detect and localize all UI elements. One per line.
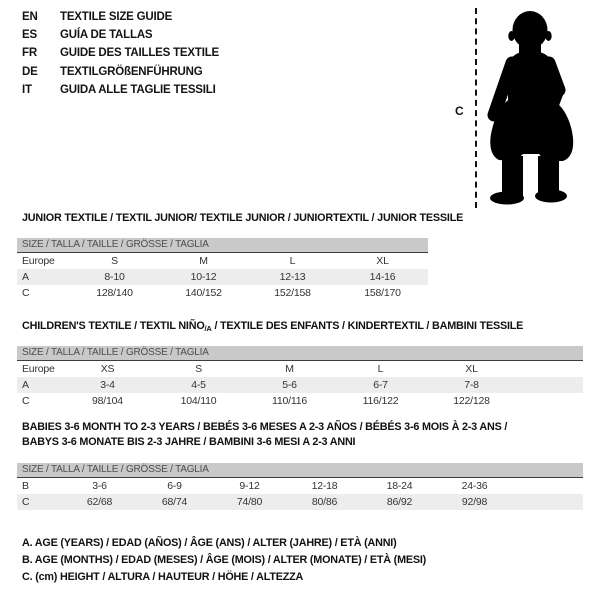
filler-cell	[517, 377, 583, 393]
filler-cell	[512, 494, 583, 510]
language-row	[22, 81, 219, 99]
table-cell: 24-36	[461, 480, 488, 492]
height-dashed-line	[475, 8, 477, 208]
height-label-c: C	[455, 104, 464, 118]
table-cell: L	[289, 255, 296, 267]
row-label: A	[22, 271, 29, 283]
table-cell: 14-16	[369, 271, 396, 283]
language-row	[22, 26, 219, 44]
babies-section-title	[22, 420, 507, 450]
table-row	[17, 377, 583, 393]
table-cell: 5-6	[282, 379, 297, 391]
language-row	[22, 44, 219, 62]
filler-cell	[517, 393, 583, 409]
table-cell: 92/98	[461, 496, 488, 508]
table-cell: 104/110	[180, 395, 217, 407]
language-row	[22, 63, 219, 81]
table-cell: 18-24	[386, 480, 413, 492]
row-label: Europe	[22, 363, 55, 375]
children-section-title	[22, 320, 523, 333]
table-cell: 10-12	[190, 271, 217, 283]
table-cell: 98/104	[92, 395, 123, 407]
table-cell: 7-8	[464, 379, 479, 391]
table-cell: 12-18	[311, 480, 338, 492]
filler-cell	[517, 361, 583, 377]
table-row	[17, 253, 428, 269]
baby-silhouette-icon	[486, 8, 592, 207]
row-label: C	[22, 287, 30, 299]
table-cell: 140/152	[185, 287, 222, 299]
language-title: GUIDA ALLE TAGLIE TESSILI	[60, 83, 216, 96]
language-title: GUÍA DE TALLAS	[60, 29, 153, 42]
row-label: C	[22, 496, 30, 508]
table-cell: 158/170	[364, 287, 401, 299]
table-cell: 80/86	[311, 496, 338, 508]
language-code: DE	[22, 65, 38, 78]
table-row	[17, 478, 583, 494]
table-cell: XS	[100, 363, 115, 375]
note-age-years: A. AGE (YEARS) / EDAD (AÑOS) / ÂGE (ANS) / ALTER (JAHRE) / ETÀ (ANNI)	[22, 537, 397, 549]
table-cell: L	[377, 363, 384, 375]
language-title: GUIDE DES TAILLES TEXTILE	[60, 47, 219, 60]
children-title-subscript: /A	[204, 324, 212, 333]
table-cell: S	[195, 363, 202, 375]
note-age-months: B. AGE (MONTHS) / EDAD (MESES) / ÂGE (MOIS) / ALTER (MONATE) / ETÀ (MESI)	[22, 554, 427, 566]
table-cell: S	[111, 255, 118, 267]
table-cell: M	[285, 363, 294, 375]
babies-title-line1: BABIES 3-6 MONTH TO 2-3 YEARS / BEBÉS 3-6 MESES A 2-3 AÑOS / BÉBÉS 3-6 MOIS À 2-3 ANS /	[22, 421, 508, 433]
row-label: A	[22, 379, 29, 391]
language-title: TEXTILGRÖßENFÜHRUNG	[60, 65, 203, 78]
table-cell: 122/128	[453, 395, 490, 407]
language-code: IT	[22, 83, 32, 96]
language-code: FR	[22, 47, 37, 60]
language-title-list	[22, 8, 219, 99]
table-row	[17, 361, 583, 377]
legend-notes	[22, 535, 426, 586]
babies-title-line2: BABYS 3-6 MONATE BIS 2-3 JAHRE / BAMBINI 3-6 MESI A 2-3 ANNI	[22, 436, 356, 448]
junior-section-title: JUNIOR TEXTILE / TEXTIL JUNIOR/ TEXTILE JUNIOR / JUNIORTEXTIL / JUNIOR TESSILE	[22, 212, 464, 224]
table-cell: 62/68	[86, 496, 113, 508]
table-cell: 6-9	[167, 480, 182, 492]
children-title-post: / TEXTILE DES ENFANTS / KINDERTEXTIL / BAMBINI TESSILE	[211, 320, 524, 332]
language-code: EN	[22, 11, 38, 23]
children-title-pre: CHILDREN'S TEXTILE / TEXTIL NIÑO	[22, 320, 205, 332]
table-cell: 110/116	[272, 395, 307, 407]
table-cell: XL	[376, 255, 389, 267]
babies-table	[17, 463, 583, 510]
table-cell: 9-12	[239, 480, 260, 492]
table-cell: 74/80	[236, 496, 263, 508]
language-title: TEXTILE SIZE GUIDE	[60, 11, 173, 23]
table-cell: 116/122	[362, 395, 399, 407]
table-cell: 4-5	[191, 379, 206, 391]
table-cell: 6-7	[373, 379, 388, 391]
children-table	[17, 346, 583, 409]
language-code: ES	[22, 29, 37, 42]
table-row	[17, 494, 583, 510]
table-cell: 152/158	[274, 287, 311, 299]
table-cell: M	[199, 255, 208, 267]
table-cell: XL	[465, 363, 478, 375]
table-cell: 3-4	[100, 379, 115, 391]
junior-table	[17, 238, 428, 301]
size-header-bar: SIZE / TALLA / TAILLE / GRÖSSE / TAGLIA	[17, 346, 583, 361]
table-cell: 68/74	[161, 496, 188, 508]
size-header-bar: SIZE / TALLA / TAILLE / GRÖSSE / TAGLIA	[17, 238, 428, 253]
table-cell: 12-13	[279, 271, 306, 283]
table-row	[17, 269, 428, 285]
table-cell: 86/92	[386, 496, 413, 508]
row-label: Europe	[22, 255, 55, 267]
size-header-bar: SIZE / TALLA / TAILLE / GRÖSSE / TAGLIA	[17, 463, 583, 478]
filler-cell	[512, 478, 583, 494]
table-cell: 128/140	[96, 287, 133, 299]
row-label: C	[22, 395, 30, 407]
row-label: B	[22, 480, 29, 492]
table-row	[17, 285, 428, 301]
language-row	[22, 8, 219, 26]
table-row	[17, 393, 583, 409]
note-height: C. (cm) HEIGHT / ALTURA / HAUTEUR / HÖHE / ALTEZZA	[22, 571, 304, 583]
table-cell: 3-6	[92, 480, 107, 492]
table-cell: 8-10	[104, 271, 125, 283]
